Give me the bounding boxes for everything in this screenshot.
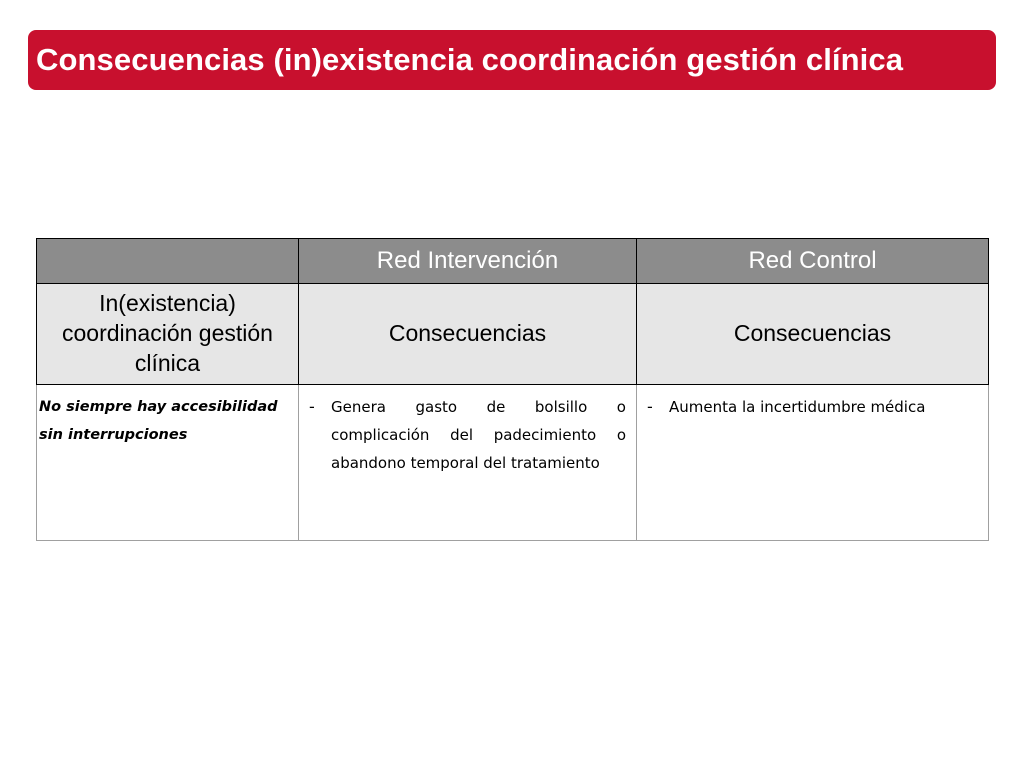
header-cell-red-control: Red Control [637, 239, 989, 284]
list-item [639, 393, 986, 421]
bullet-dash: - [647, 397, 653, 416]
slide-title: Consecuencias (in)existencia coordinación gestión clínica [36, 42, 904, 77]
header-cell-empty [37, 239, 299, 284]
header-row [37, 239, 989, 284]
control-cell [637, 385, 989, 541]
subheader-row [37, 284, 989, 385]
intervencion-cell [299, 385, 637, 541]
subheader-cell-consecuencias-intervencion: Consecuencias [299, 284, 637, 385]
consequences-table [36, 238, 989, 541]
subheader-cell-consecuencias-control: Consecuencias [637, 284, 989, 385]
subheader-cell-coordinacion: In(existencia) coordinación gestión clínica [37, 284, 299, 385]
bullet-dash: - [309, 397, 315, 416]
title-bar [28, 30, 996, 90]
list-item [301, 393, 634, 477]
condition-cell: No siempre hay accesibilidad sin interrupciones [37, 385, 299, 541]
control-consequence-text: Aumenta la incertidumbre médica [669, 398, 926, 416]
header-cell-red-intervencion: Red Intervención [299, 239, 637, 284]
table-row [37, 385, 989, 541]
intervencion-consequence-text: Genera gasto de bolsillo o complicación del padecimiento o abandono temporal del tratamiento [331, 398, 626, 472]
